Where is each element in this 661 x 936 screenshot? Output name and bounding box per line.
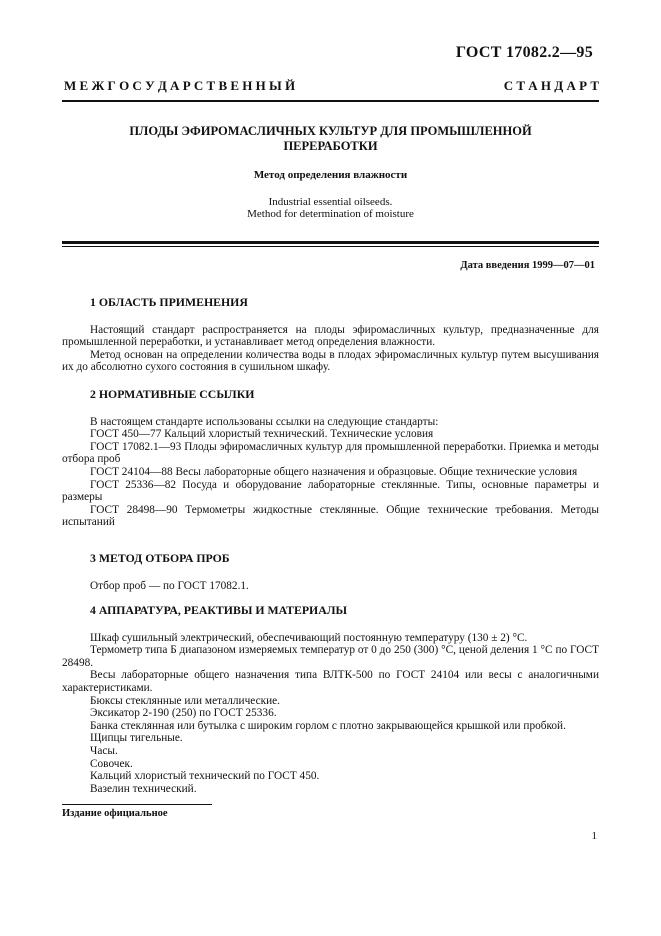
equipment-item: Вазелин технический. bbox=[90, 782, 197, 795]
section-heading: 1 ОБЛАСТЬ ПРИМЕНЕНИЯ bbox=[90, 295, 248, 309]
english-title-line-1: Industrial essential oilseeds. bbox=[268, 196, 393, 208]
reference-item: ГОСТ 450—77 Кальций хлористый технический. Технические условия bbox=[90, 428, 434, 441]
equipment-item: Термометр типа Б диапазоном измеряемых температур от 0 до 250 (300) °С, ценой деления 1 °С по ГОСТ 28498. bbox=[62, 644, 599, 669]
equipment-item: Щипцы тигельные. bbox=[90, 732, 183, 745]
equipment-item: Банка стеклянная или бутылка с широким горлом с плотно закрывающейся крышкой или пробкой. bbox=[90, 719, 566, 732]
equipment-item: Часы. bbox=[90, 744, 118, 757]
paragraph: Метод основан на определении количества воды в плодах эфиромасличных культур путем высушивания их до абсолютно сухого состояния в сушильном шкафу. bbox=[62, 348, 599, 374]
title-rule-thin bbox=[62, 246, 599, 247]
reference-item: ГОСТ 24104—88 Весы лабораторные общего назначения и образцовые. Общие технические условия bbox=[90, 465, 578, 478]
section-4 bbox=[62, 604, 599, 795]
section-heading: 2 НОРМАТИВНЫЕ ССЫЛКИ bbox=[90, 387, 255, 401]
document-subtitle: Метод определения влажности bbox=[253, 169, 408, 181]
section-2 bbox=[62, 388, 599, 529]
equipment-item: Эксикатор 2-190 (250) по ГОСТ 25336. bbox=[90, 707, 277, 720]
reference-item: ГОСТ 25336—82 Посуда и оборудование лабораторные стеклянные. Типы, основные параметры и размеры bbox=[62, 478, 599, 504]
section-heading: 3 МЕТОД ОТБОРА ПРОБ bbox=[90, 551, 230, 565]
section-heading: 4 АППАРАТУРА, РЕАКТИВЫ И МАТЕРИАЛЫ bbox=[90, 603, 348, 617]
standard-word: С Т А Н Д А Р Т bbox=[503, 78, 599, 93]
gost-code: ГОСТ 17082.2—95 bbox=[455, 44, 593, 61]
introduction-date: Дата введения 1999—07—01 bbox=[460, 260, 595, 271]
english-title bbox=[62, 196, 599, 220]
equipment-item: Кальций хлористый технический по ГОСТ 450. bbox=[90, 770, 320, 783]
interstate-standard-banner bbox=[64, 78, 599, 94]
equipment-item: Совочек. bbox=[90, 757, 133, 770]
section-3 bbox=[62, 552, 599, 592]
footer-rule bbox=[62, 804, 212, 805]
paragraph: Настоящий стандарт распространяется на плоды эфиромасличных культур, предназначенные для промышленной переработки, и устанавливает метод определения влажности. bbox=[62, 323, 599, 349]
interstate-word: М Е Ж Г О С У Д А Р С Т В Е Н Н Ы Й bbox=[64, 78, 296, 93]
equipment-item: Шкаф сушильный электрический, обеспечивающий постоянную температуру (130 ± 2) °С. bbox=[90, 631, 528, 644]
title-rule-thick bbox=[62, 241, 599, 244]
reference-item: ГОСТ 28498—90 Термометры жидкостные стеклянные. Общие технические требования. Методы испытаний bbox=[62, 503, 599, 529]
equipment-item: Весы лабораторные общего назначения типа ВЛТК-500 по ГОСТ 24104 или весы с аналогичными характеристиками. bbox=[62, 669, 599, 694]
document-title bbox=[62, 124, 599, 154]
paragraph: В настоящем стандарте использованы ссылки на следующие стандарты: bbox=[90, 415, 439, 428]
title-line-2: ПЕРЕРАБОТКИ bbox=[283, 139, 378, 153]
section-1 bbox=[62, 296, 599, 374]
paragraph: Отбор проб — по ГОСТ 17082.1. bbox=[90, 579, 249, 592]
header-rule bbox=[62, 100, 599, 102]
page-number: 1 bbox=[591, 830, 597, 842]
reference-item: ГОСТ 17082.1—93 Плоды эфиромасличных культур для промышленной переработки. Приемка и методы отбора проб bbox=[62, 440, 599, 466]
title-line-1: ПЛОДЫ ЭФИРОМАСЛИЧНЫХ КУЛЬТУР ДЛЯ ПРОМЫШЛЕННОЙ bbox=[129, 124, 532, 138]
english-title-line-2: Method for determination of moisture bbox=[247, 208, 414, 220]
equipment-item: Бюксы стеклянные или металлические. bbox=[90, 694, 280, 707]
official-edition-label: Издание официальное bbox=[62, 808, 168, 819]
